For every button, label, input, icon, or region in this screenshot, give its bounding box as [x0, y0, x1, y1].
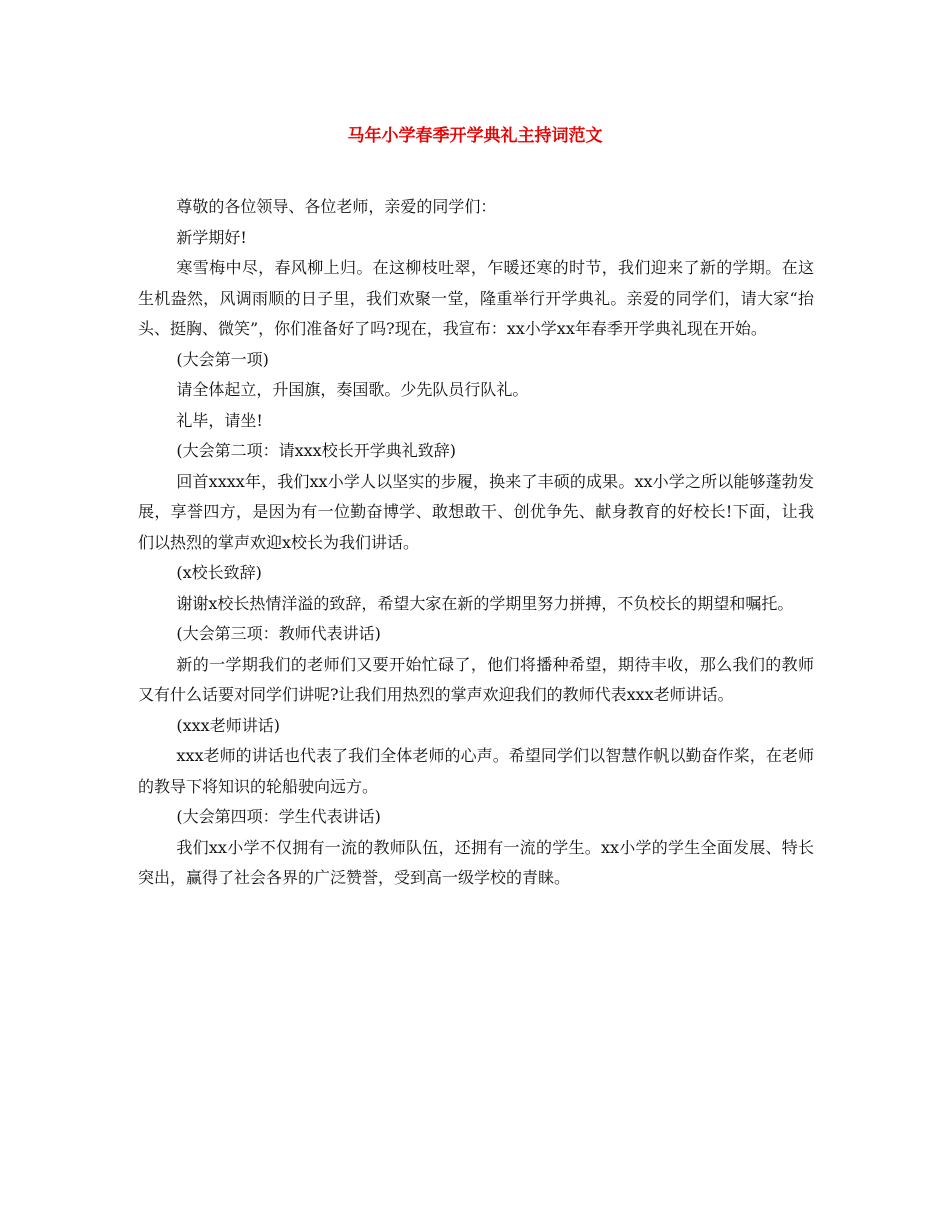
paragraph-new-term: 新学期好! [176, 227, 247, 247]
paragraph-teacher-speech: (xxx老师讲话) [176, 715, 280, 735]
paragraph-flag-ceremony: 请全体起立，升国旗，奏国歌。少先队员行队礼。 [176, 380, 529, 399]
paragraph-teacher-intro: 新的一学期我们的老师们又要开始忙碌了，他们将播种希望，期待丰收，那么我们的教师又有什么话要对同学们讲呢?让我们用热烈的掌声欢迎我们的教师代表xxx老师讲话。 [138, 654, 814, 704]
paragraph-item-2-heading: (大会第二项：请xxx校长开学典礼致辞) [176, 441, 456, 460]
paragraph-be-seated: 礼毕，请坐! [176, 410, 263, 430]
paragraph-principal-intro: 回首xxxx年，我们xx小学人以坚实的步履，换来了丰硕的成果。xx小学之所以能够蓬勃发展，享誉四方，是因为有一位勤奋博学、敢想敢干、创优争先、献身教育的好校长!下面，让我们以热烈的掌声欢迎x校长为我们讲话。 [138, 471, 814, 552]
document-title: 马年小学春季开学典礼主持词范文 [347, 126, 603, 146]
paragraph-teacher-thanks: xxx老师的讲话也代表了我们全体老师的心声。希望同学们以智慧作帆以勤奋作桨，在老师的教导下将知识的轮船驶向远方。 [138, 746, 814, 796]
paragraph-item-3-heading: (大会第三项：教师代表讲话) [176, 624, 381, 643]
paragraph-thanks-principal: 谢谢x校长热情洋溢的致辞，希望大家在新的学期里努力拼搏，不负校长的期望和嘱托。 [176, 593, 794, 613]
paragraph-principal-speech: (x校长致辞) [176, 563, 262, 582]
paragraph-opening: 寒雪梅中尽，春风柳上归。在这柳枝吐翠，乍暖还寒的时节，我们迎来了新的学期。在这生机盎然，风调雨顺的日子里，我们欢聚一堂，隆重举行开学典礼。亲爱的同学们，请大家“抬头、挺胸、微笑”，你们准备好了吗?现在，我宣布：xx小学xx年春季开学典礼现在开始。 [138, 258, 814, 338]
paragraph-student-intro: 我们xx小学不仅拥有一流的教师队伍，还拥有一流的学生。xx小学的学生全面发展、特长突出，赢得了社会各界的广泛赞誉，受到高一级学校的青睐。 [138, 837, 814, 887]
paragraph-item-4-heading: (大会第四项：学生代表讲话) [176, 807, 381, 826]
document-body [138, 192, 814, 894]
paragraph-greeting: 尊敬的各位领导、各位老师，亲爱的同学们： [176, 197, 497, 216]
paragraph-item-1-heading: (大会第一项) [176, 349, 269, 369]
